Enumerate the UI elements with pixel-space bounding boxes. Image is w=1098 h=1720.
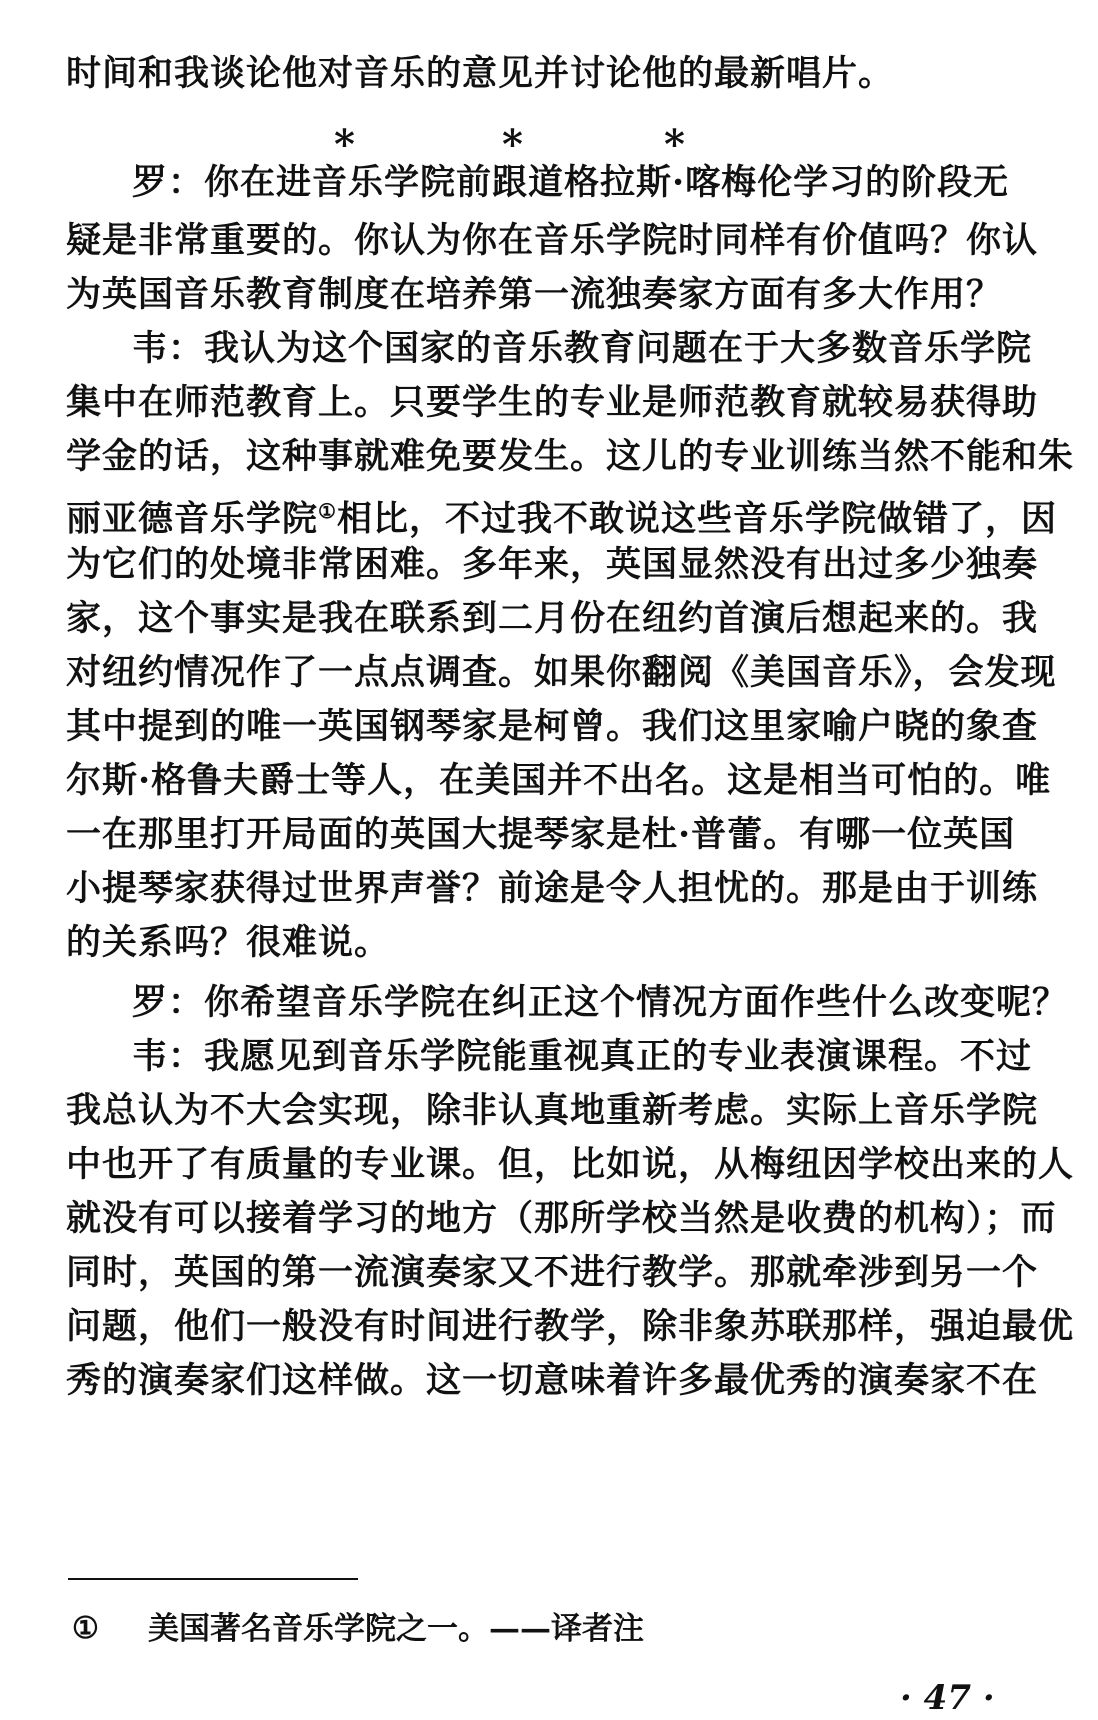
text-line: 尔斯·格鲁夫爵士等人，在美国并不出名。这是相当可怕的。唯 bbox=[66, 760, 1052, 801]
page-number: · 47 · bbox=[900, 1678, 995, 1718]
separator-star: * bbox=[664, 121, 685, 168]
text-line: 韦：我认为这个国家的音乐教育问题在于大多数音乐学院 bbox=[132, 328, 1033, 369]
text-line: 我总认为不大会实现，除非认真地重新考虑。实际上音乐学院 bbox=[66, 1090, 1039, 1131]
footnote-text: 美国著名音乐学院之一。——译者注 bbox=[148, 1611, 644, 1647]
text-line: 时间和我谈论他对音乐的意见并讨论他的最新唱片。 bbox=[66, 53, 895, 94]
footnote-reference: ① bbox=[318, 499, 337, 523]
text-line: 为它们的处境非常困难。多年来，英国显然没有出过多少独奏 bbox=[66, 544, 1039, 585]
text-line: 罗：你希望音乐学院在纠正这个情况方面作些什么改变呢？ bbox=[132, 982, 1069, 1023]
text-line-with-footnote bbox=[66, 481, 1056, 541]
text-line: 一在那里打开局面的英国大提琴家是杜·普蕾。有哪一位英国 bbox=[66, 814, 1016, 855]
text-line: 秀的演奏家们这样做。这一切意味着许多最优秀的演奏家不在 bbox=[66, 1360, 1039, 1401]
text-line: 为英国音乐教育制度在培养第一流独奏家方面有多大作用？ bbox=[66, 274, 1003, 315]
text-line: 学金的话，这种事就难免要发生。这儿的专业训练当然不能和朱 bbox=[66, 436, 1075, 477]
text-segment: 丽亚德音乐学院 bbox=[66, 498, 319, 540]
text-line: 的关系吗？很难说。 bbox=[66, 922, 391, 963]
text-line: 家，这个事实是我在联系到二月份在纽约首演后想起来的。我 bbox=[66, 598, 1039, 639]
text-segment: 相比，不过我不敢说这些音乐学院做错了，因 bbox=[336, 498, 1057, 540]
text-line: 中也开了有质量的专业课。但，比如说，从梅纽因学校出来的人 bbox=[66, 1144, 1075, 1185]
separator-star: * bbox=[334, 121, 355, 168]
text-line: 就没有可以接着学习的地方（那所学校当然是收费的机构）；而 bbox=[66, 1198, 1057, 1239]
text-line: 罗：你在进音乐学院前跟道格拉斯·喀梅伦学习的阶段无 bbox=[132, 162, 1010, 203]
footnote-mark: ① bbox=[72, 1611, 99, 1646]
text-line: 韦：我愿见到音乐学院能重视真正的专业表演课程。不过 bbox=[132, 1036, 1033, 1077]
text-line: 其中提到的唯一英国钢琴家是柯曾。我们这里家喻户晓的象查 bbox=[66, 706, 1039, 747]
text-line: 问题，他们一般没有时间进行教学，除非象苏联那样，强迫最优 bbox=[66, 1306, 1075, 1347]
text-line: 集中在师范教育上。只要学生的专业是师范教育就较易获得助 bbox=[66, 382, 1039, 423]
text-line: 疑是非常重要的。你认为你在音乐学院时同样有价值吗？你认 bbox=[66, 220, 1039, 261]
footnote-divider bbox=[68, 1578, 358, 1580]
text-line: 同时，英国的第一流演奏家又不进行教学。那就牵涉到另一个 bbox=[66, 1252, 1039, 1293]
text-line: 小提琴家获得过世界声誉？前途是令人担忧的。那是由于训练 bbox=[66, 868, 1039, 909]
text-line: 对纽约情况作了一点点调查。如果你翻阅《美国音乐》，会发现 bbox=[66, 652, 1057, 693]
separator-star: * bbox=[502, 121, 523, 168]
